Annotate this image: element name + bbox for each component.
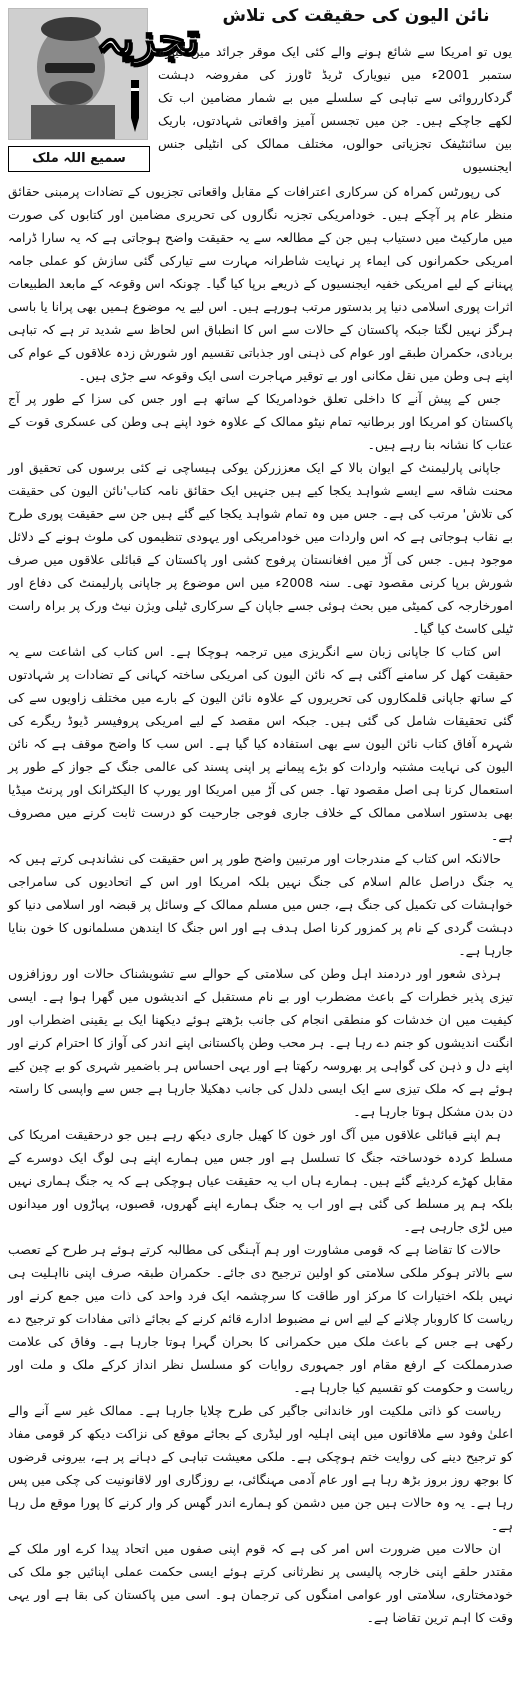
article-paragraph: جاپانی پارلیمنٹ کے ایوان بالا کے ایک معززرکن یوکی ہیساچی نے کئی برسوں کی تحقیق اور محنت شاقہ سے ایسے شواہد یکجا کیے ہیں جنہیں ایک حقائق نامہ کتاب'نائن الیون کی حقیقت کی تلاش' مرتب کی ہے۔ جس میں وہ تمام شواہد یکجا کیے گئے ہیں جن سے حقیقت پوری طرح بے نقاب ہوجاتی ہے کہ اس واردات میں خودامریکی اور یہودی تنظیموں کی ملوث ہونے کے دلائل موجود ہیں۔ جس کی آڑ میں افغانستان پرفوج کشی اور پاکستان کے قبائلی علاقوں میں صرف شورش برپا کرنی مقصود تھی۔ سنہ 2008ء میں اس موضوع پر جاپانی پارلیمنٹ کی دفاع اور امورخارجہ کی کمیٹی میں بحث ہوئی جسے جاپان کے سرکاری ٹیلی ویژن نیٹ ورک پر براہ راست ٹیلی کاسٹ کیا گیا۔ <box>8 460 513 636</box>
column-masthead <box>0 0 521 180</box>
article-paragraph: ہرذی شعور اور دردمند اہل وطن کی سلامتی کے حوالے سے تشویشناک حالات اور روزافزوں تیزی پذیر خطرات کے باعث مضطرب اور بے نام مستقبل کے اندیشوں میں گھرا ہوا ہے۔ ایسی کیفیت میں ان خدشات کو منطقی انجام کی جانب بڑھتے ہوئے دیکھنا ایک بے یقینی اضطراب اور انگنت اندیشوں کو جنم دے رہا ہے۔ ہر محب وطن پاکستانی اپنے اندر کی آواز کا احترام کرنے اور اپنے دل و ذہن کی گواہی پر بھروسہ رکھتا ہے اور یہی احساس ہر باضمیر شہری کو بے چین کیے ہوئے ہے کہ ملک تیزی سے ایک ایسی دلدل کی جانب دھکیلا جارہا ہے جس سے واپسی کا راستہ دن بدن مشکل ہوتا جارہا ہے۔ <box>8 966 513 1119</box>
article-paragraph: حالانکہ اس کتاب کے مندرجات اور مرتبین واضح طور پر اس حقیقت کی نشاندہی کرتے ہیں کہ یہ جنگ دراصل عالم اسلام کی جنگ نہیں بلکہ امریکا اور اس کے اتحادیوں کی سامراجی خواہشات کی تکمیل کی جنگ ہے، جس میں مسلم ممالک کے وسائل پر قبضہ اور اسلامی دنیا کو دہشت گردی کے نام پر کمزور کرنا اصل ہدف ہے اور اس جنگ کا ایندھن مسلمانوں کا خون بنایا جارہا ہے۔ <box>8 851 513 958</box>
article-paragraph: ریاست کو ذاتی ملکیت اور خاندانی جاگیر کی طرح چلایا جارہا ہے۔ ممالک غیر سے آنے والے اعلیٰ وفود سے ملاقاتوں میں اپنی اہلیہ اور لیڈری کے بجائے موقع کی نزاکت دیکھ کر قومی مفاد کو ترجیح دینے کی روایت ختم ہوچکی ہے۔ ملکی معیشت تباہی کے دہانے پر ہے، بیرونی قرضوں کا بوجھ روز بروز بڑھ رہا ہے اور عام آدمی مہنگائی، بے روزگاری اور لاقانونیت کی چکی میں پس رہا ہے۔ یہ وہ حالات ہیں جن میں دشمن کو ہمارے اندر گھس کر وار کرنے کا پورا موقع مل رہا ہے۔ <box>8 1403 513 1533</box>
article-intro: یوں تو امریکا سے شائع ہونے والے کئی ایک موقر جرائد میں گیارہ ستمبر 2001ء میں نیویارک ٹریڈ ٹاورز کی مفروضہ دہشت گردکارروائی سے تباہی کے سلسلے میں بے شمار مضامین اب تک لکھے جاچکے ہیں۔ جن میں تجسس آمیز واقعاتی شہادتوں، باریک بین سائنٹیفک تجزیاتی حوالوں، مختلف ممالک کی انٹیلی جنس ایجنسیوں <box>158 44 512 174</box>
column-logo: تجزیہ <box>96 14 199 65</box>
pen-icon <box>122 78 148 134</box>
author-byline: سمیع اللہ ملک <box>8 146 150 172</box>
article-paragraph: اس کتاب کا جاپانی زبان سے انگریزی میں ترجمہ ہوچکا ہے۔ اس کتاب کی اشاعت سے یہ حقیقت کھل کر سامنے آگئی ہے کہ نائن الیون کی امریکی ساختہ کہانی کے تضادات پر شہادتوں کے ساتھ جاپانی قلمکاروں کی تحریروں کے علاوہ نائن الیون کے بارے میں مختلف زاویوں سے کی گئی تحقیقات شامل کی گئی ہیں۔ جبکہ اس مقصد کے لیے امریکی پروفیسر ڈیوڈ ریگرے کی شہرہ آفاق کتاب نائن الیون سے بھی استفادہ کیا گیا ہے۔ اس سب کا واضح موقف ہے کہ نائن الیون کی نہایت مشتبہ واردات کو بڑے پیمانے پر اپنی پسند کی عالمی جنگ کے جواز کے طور پر استعمال کرنا ہی اصل مقصود تھا۔ جس کی آڑ میں امریکا اور یورپ کا الیکٹرانک اور پرنٹ میڈیا بھی بدستور اسلامی ممالک کے خلاف جاری فوجی جارحیت کو درست ثابت کرنے میں مصروف ہے۔ <box>8 644 513 843</box>
article-headline: نائن الیون کی حقیقت کی تلاش <box>222 6 490 26</box>
article-paragraph: ہم اپنے قبائلی علاقوں میں آگ اور خون کا کھیل جاری دیکھ رہے ہیں جو درحقیقت امریکا کی مسلط کردہ خودساختہ جنگ کا تسلسل ہے اور جس میں ہمارے اپنے ہی لوگ ایک دوسرے کے مقابل کھڑے کردیئے گئے ہیں۔ ہمارے ہاں اب یہ حقیقت عیاں ہوچکی ہے کہ یہ جنگ ہماری نہیں بلکہ ہم پر مسلط کی گئی ہے اور اب یہ جنگ ہمارے اپنے گھروں، قصبوں، پہاڑوں اور میدانوں میں لڑی جارہی ہے۔ <box>8 1127 513 1234</box>
article-body <box>0 180 521 1629</box>
article-paragraph: ان حالات میں ضرورت اس امر کی ہے کہ قوم اپنی صفوں میں اتحاد پیدا کرے اور ملک کے مقتدر حلقے اپنی خارجہ پالیسی پر نظرثانی کرتے ہوئے ایسی حکمت عملی اپنائیں جو ملک کی خودمختاری، سلامتی اور عوامی امنگوں کی ترجمان ہو۔ اسی میں پاکستان کی بقا ہے اور یہی وقت کا اہم ترین تقاضا ہے۔ <box>8 1541 513 1625</box>
article-paragraph: جس کے پیش آنے کا داخلی تعلق خودامریکا کے ساتھ ہے اور جس کی سزا کے طور پر آج پاکستان کو امریکا اور برطانیہ تمام نیٹو ممالک کے علاوہ خود اپنے ہی وطن کی عسکری قوت کے عتاب کا نشانہ بنا رہے ہیں۔ <box>8 391 513 452</box>
article-paragraph: حالات کا تقاضا ہے کہ قومی مشاورت اور ہم آہنگی کی مطالبہ کرتے ہوئے ہر طرح کے تعصب سے بالاتر ہوکر ملکی سلامتی کو اولین ترجیح دی جائے۔ حکمران طبقہ صرف اپنی نااہلیت ہی نہیں بلکہ اختیارات کا مرکز اور طاقت کا سرچشمہ ایک فرد واحد کی ذات میں جمع کرنے اور ریاست کا کاروبار چلانے کے لیے اس نے مضبوط ادارے قائم کرنے کے بجائے ذاتی مفادات کو ترجیح دے رکھی ہے جس کے باعث ملک میں حکمرانی کا بحران گہرا ہوتا جارہا ہے۔ وفاق کی علامت صدرمملکت کے ارفع مقام اور جمہوری روایات کو مسلسل نظر انداز کرکے ملک و ملت اور ریاست و حکومت کو تقسیم کیا جارہا ہے۔ <box>8 1242 513 1395</box>
article-paragraph: کی رپورٹس کمراہ کن سرکاری اعترافات کے مقابل واقعاتی تجزیوں کے تضادات پرمبنی حقائق منظر عام پر آچکے ہیں۔ خودامریکی تجزیہ نگاروں کی تحریری مضامین اور کتابوں کی صورت میں مارکیٹ میں دستیاب ہیں جن کے مطالعہ سے یہ حقیقت واضح ہوجاتی ہے کہ یہ سارا ڈرامہ امریکی حکمرانوں کی ایماء پر نہایت شاطرانہ مہارت سے تیارکی گئی سازش کو عملی جامہ پہنانے کے لیے امریکی خفیہ ایجنسیوں کے ذریعے برپا کیا گیا۔ چونکہ اس وقوعہ کے مابعد الطبیعات اثرات پوری اسلامی دنیا پر بدستور مرتب ہورہے ہیں۔ اس لیے یہ موضوع ہمیں بھی پرانا یا باسی ہرگز نہیں لگتا جبکہ پاکستان کے حالات سے اس کا انطباق اس لحاظ سے شدید تر ہے کہ تباہی بربادی، حکمران طبقے اور عوام کی ذہنی اور جذباتی تقسیم اور شورش زدہ علاقوں کے عوام کی اپنے ہی وطن میں نقل مکانی اور بے توقیر مہاجرت اسی ایک وقوعہ سے جڑی ہیں۔ <box>8 184 513 383</box>
